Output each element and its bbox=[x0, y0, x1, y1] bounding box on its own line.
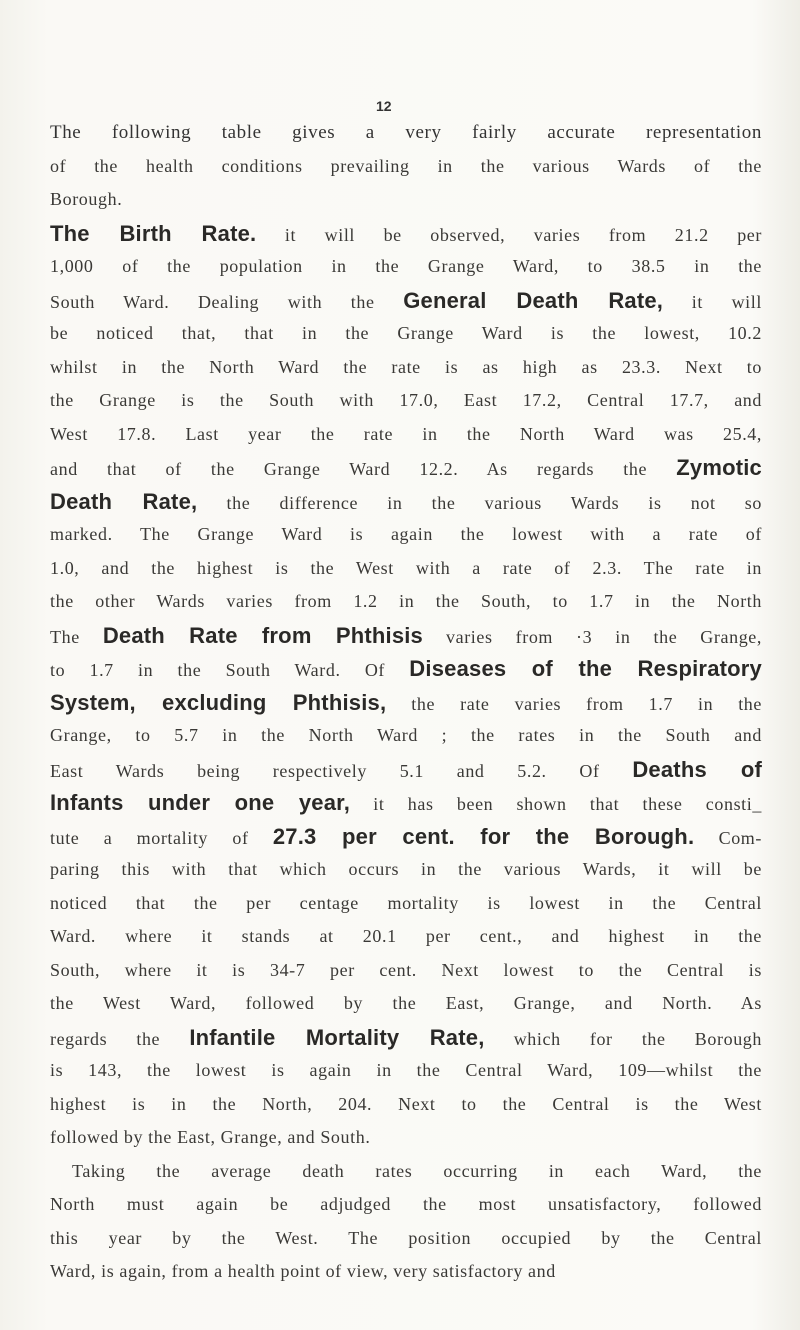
text-line bbox=[50, 853, 762, 887]
text-line bbox=[50, 284, 762, 318]
text-span: varies from ·3 in the Grange, bbox=[423, 626, 762, 647]
text-line bbox=[50, 987, 762, 1021]
text-span: of the health conditions prevailing in the various Wards of the bbox=[50, 155, 762, 176]
text-line bbox=[50, 786, 762, 820]
bold-heading-span: Death Rate from Phthisis bbox=[102, 622, 423, 648]
text-line bbox=[50, 954, 762, 988]
text-span: West 17.8. Last year the rate in the North Ward was 25.4, bbox=[50, 423, 762, 444]
text-span: Grange, to 5.7 in the North Ward ; the rates in the South and bbox=[50, 725, 762, 745]
text-line bbox=[50, 384, 762, 418]
text-line bbox=[50, 351, 762, 385]
text-line bbox=[50, 1088, 762, 1122]
text-span: this year by the West. The position occupied by the Central bbox=[50, 1227, 762, 1248]
text-span: it will bbox=[663, 291, 762, 312]
text-span: the difference in the various Wards is not so bbox=[197, 492, 762, 513]
text-span: paring this with that which occurs in the various Wards, it will be bbox=[50, 859, 762, 879]
text-span: followed by the East, Grange, and South. bbox=[50, 1127, 371, 1147]
text-line bbox=[50, 1121, 762, 1155]
text-span: East Wards being respectively 5.1 and 5.2. Of bbox=[50, 760, 633, 781]
text-span: The bbox=[50, 626, 103, 647]
text-line bbox=[50, 518, 762, 552]
text-line bbox=[50, 217, 762, 251]
text-span: be noticed that, that in the Grange Ward is the lowest, 10.2 bbox=[50, 323, 762, 343]
bold-heading-span: 27.3 per cent. for the Borough. bbox=[272, 823, 695, 849]
text-span: Ward. where it stands at 20.1 per cent., and highest in the bbox=[50, 926, 762, 946]
text-span: 1,000 of the population in the Grange Ward, to 38.5 in the bbox=[50, 256, 762, 276]
text-span: highest is in the North, 204. Next to the Central is the West bbox=[50, 1093, 762, 1114]
text-line bbox=[50, 250, 762, 284]
text-line bbox=[50, 1054, 762, 1088]
text-line bbox=[50, 719, 762, 753]
text-line bbox=[50, 1155, 762, 1189]
text-span: it has been shown that these consti_ bbox=[350, 794, 762, 814]
text-span: South, where it is 34-7 per cent. Next lowest to the Central is bbox=[50, 959, 762, 980]
text-line bbox=[50, 920, 762, 954]
page-number: 12 bbox=[376, 98, 392, 114]
text-line bbox=[50, 652, 762, 686]
text-line bbox=[50, 887, 762, 921]
text-span: to 1.7 in the South Ward. Of bbox=[50, 660, 410, 680]
bold-heading-span: General Death Rate, bbox=[403, 287, 664, 313]
bold-heading-span: Death Rate, bbox=[50, 488, 198, 514]
bold-heading-span: System, excluding Phthisis, bbox=[50, 689, 387, 715]
bold-heading-span: Infants under one year, bbox=[50, 790, 351, 815]
text-span: The following table gives a very fairly accurate representation bbox=[50, 122, 762, 143]
text-span: Borough. bbox=[50, 189, 123, 209]
bold-heading-span: Deaths of bbox=[632, 756, 762, 782]
text-line bbox=[50, 418, 762, 452]
text-line bbox=[50, 1255, 762, 1289]
text-line bbox=[50, 1222, 762, 1256]
text-span: marked. The Grange Ward is again the lowest with a rate of bbox=[50, 524, 762, 544]
text-line bbox=[50, 116, 762, 150]
text-span: the rate varies from 1.7 in the bbox=[386, 693, 762, 714]
text-line bbox=[50, 753, 762, 787]
text-line bbox=[50, 619, 762, 653]
text-span: the Grange is the South with 17.0, East 17.2, Central 17.7, and bbox=[50, 390, 762, 410]
text-span: and that of the Grange Ward 12.2. As regards the bbox=[50, 459, 677, 479]
text-span: Ward, is again, from a health point of view, very satisfactory and bbox=[50, 1261, 556, 1281]
bold-heading-span: Infantile Mortality Rate, bbox=[189, 1024, 485, 1050]
text-span: tute a mortality of bbox=[50, 827, 273, 848]
bold-heading-span: The Birth Rate. bbox=[50, 220, 257, 246]
bold-heading-span: Zymotic bbox=[676, 455, 762, 480]
text-span: Taking the average death rates occurring in each Ward, the bbox=[72, 1160, 762, 1181]
body-text bbox=[50, 116, 762, 1289]
text-line bbox=[50, 485, 762, 519]
text-line bbox=[50, 1021, 762, 1055]
text-line bbox=[50, 585, 762, 619]
text-line bbox=[50, 150, 762, 184]
text-line bbox=[50, 183, 762, 217]
text-span: is 143, the lowest is again in the Central Ward, 109—whilst the bbox=[50, 1060, 762, 1080]
text-span: noticed that the per centage mortality is lowest in the Central bbox=[50, 892, 762, 913]
text-span: Com- bbox=[694, 827, 762, 848]
text-line bbox=[50, 1188, 762, 1222]
text-line bbox=[50, 451, 762, 485]
text-span: it will be observed, varies from 21.2 per bbox=[256, 224, 762, 245]
text-span: the other Wards varies from 1.2 in the South, to 1.7 in the North bbox=[50, 591, 762, 611]
bold-heading-span: Diseases of the Respiratory bbox=[409, 656, 762, 681]
text-span: South Ward. Dealing with the bbox=[50, 291, 404, 312]
text-line bbox=[50, 820, 762, 854]
text-span: North must again be adjudged the most unsatisfactory, followed bbox=[50, 1194, 762, 1214]
text-span: 1.0, and the highest is the West with a rate of 2.3. The rate in bbox=[50, 557, 762, 578]
text-span: which for the Borough bbox=[484, 1028, 762, 1049]
text-line bbox=[50, 317, 762, 351]
text-span: the West Ward, followed by the East, Grange, and North. As bbox=[50, 993, 762, 1013]
text-line bbox=[50, 686, 762, 720]
text-span: whilst in the North Ward the rate is as high as 23.3. Next to bbox=[50, 356, 762, 377]
text-span: regards the bbox=[50, 1028, 190, 1049]
text-line bbox=[50, 552, 762, 586]
